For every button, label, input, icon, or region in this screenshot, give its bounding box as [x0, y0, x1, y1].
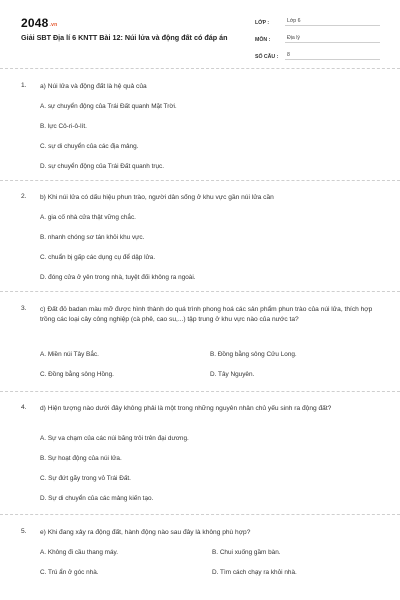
option-d[interactable]: D. sự chuyển động của Trái Đất quanh trục.: [40, 163, 164, 170]
option-c[interactable]: C. Sự đứt gãy trong vỏ Trái Đất.: [40, 475, 131, 482]
option-b[interactable]: B. Chui xuống gầm bàn.: [212, 549, 281, 556]
question-number: 5.: [21, 528, 27, 535]
option-b[interactable]: B. nhanh chóng sơ tán khỏi khu vực.: [40, 234, 145, 241]
question-text: c) Đất đỏ badan màu mỡ được hình thành do quá trình phong hoá các sản phẩm phun trào của núi lửa, thích hợp trồng các loại cây công nghiệp (cà phê, cao su,...) tập trung ở khu vực nào của nước ta?: [40, 306, 373, 323]
divider: [0, 514, 400, 515]
option-c[interactable]: C. chuẩn bị gấp các dụng cụ để dập lửa.: [40, 254, 156, 261]
logo-suffix: .vn: [49, 22, 58, 28]
option-a[interactable]: A. Sự va chạm của các núi băng trôi trên đại dương.: [40, 435, 189, 442]
option-a[interactable]: A. Miền núi Tây Bắc.: [40, 351, 99, 358]
site-logo[interactable]: [21, 16, 57, 30]
meta-label-class: LỚP :: [255, 20, 270, 26]
question-number: 3.: [21, 305, 27, 312]
option-c[interactable]: C. sự di chuyển của các địa mảng.: [40, 143, 139, 150]
meta-row-count: [255, 47, 380, 60]
question-text: e) Khi đang xảy ra động đất, hành động nào sau đây là không phù hợp?: [40, 529, 251, 536]
option-b[interactable]: B. Đồng bằng sông Cửu Long.: [210, 351, 297, 358]
question-number: 4.: [21, 404, 27, 411]
document-meta: [255, 13, 380, 64]
meta-value-count: 8: [285, 52, 380, 60]
question-text: b) Khi núi lửa có dấu hiệu phun trào, người dân sống ở khu vực gần núi lửa cần: [40, 194, 274, 201]
option-a[interactable]: A. sự chuyển động của Trái Đất quanh Mặt Trời.: [40, 103, 177, 110]
divider: [0, 68, 400, 69]
meta-row-class: [255, 13, 380, 26]
question-number: 2.: [21, 193, 27, 200]
divider: [0, 391, 400, 392]
divider: [0, 180, 400, 181]
question-number: 1.: [21, 82, 27, 89]
logo-text: 2048: [21, 16, 49, 30]
meta-label-count: SỐ CÂU :: [255, 54, 279, 60]
meta-value-class: Lớp 6: [285, 18, 380, 26]
meta-value-subject: Địa lý: [285, 35, 380, 43]
question-text: a) Núi lửa và động đất là hệ quả của: [40, 83, 147, 90]
option-a[interactable]: A. Không đi cầu thang máy.: [40, 549, 119, 556]
option-b[interactable]: B. Sự hoạt động của núi lửa.: [40, 455, 122, 462]
meta-label-subject: MÔN :: [255, 37, 271, 43]
question-text: d) Hiện tượng nào dưới đây không phải là một trong những nguyên nhân chủ yếu sinh ra động đất?: [40, 405, 332, 412]
option-a[interactable]: A. gia cố nhà cửa thật vững chắc.: [40, 214, 136, 221]
option-d[interactable]: D. Tìm cách chạy ra khỏi nhà.: [212, 569, 297, 576]
option-d[interactable]: D. đóng cửa ở yên trong nhà, tuyệt đối không ra ngoài.: [40, 274, 196, 281]
option-d[interactable]: D. Sự di chuyển của các mảng kiến tạo.: [40, 495, 154, 502]
meta-row-subject: [255, 30, 380, 43]
document-header: [0, 0, 400, 64]
option-c[interactable]: C. Trú ẩn ở góc nhà.: [40, 569, 99, 576]
option-c[interactable]: C. Đồng bằng sông Hồng.: [40, 371, 114, 378]
document-title: Giải SBT Địa lí 6 KNTT Bài 12: Núi lửa và động đất có đáp án: [21, 33, 228, 42]
divider: [0, 291, 400, 292]
option-d[interactable]: D. Tây Nguyên.: [210, 371, 255, 378]
option-b[interactable]: B. lực Cô-ri-ô-lít.: [40, 123, 87, 130]
